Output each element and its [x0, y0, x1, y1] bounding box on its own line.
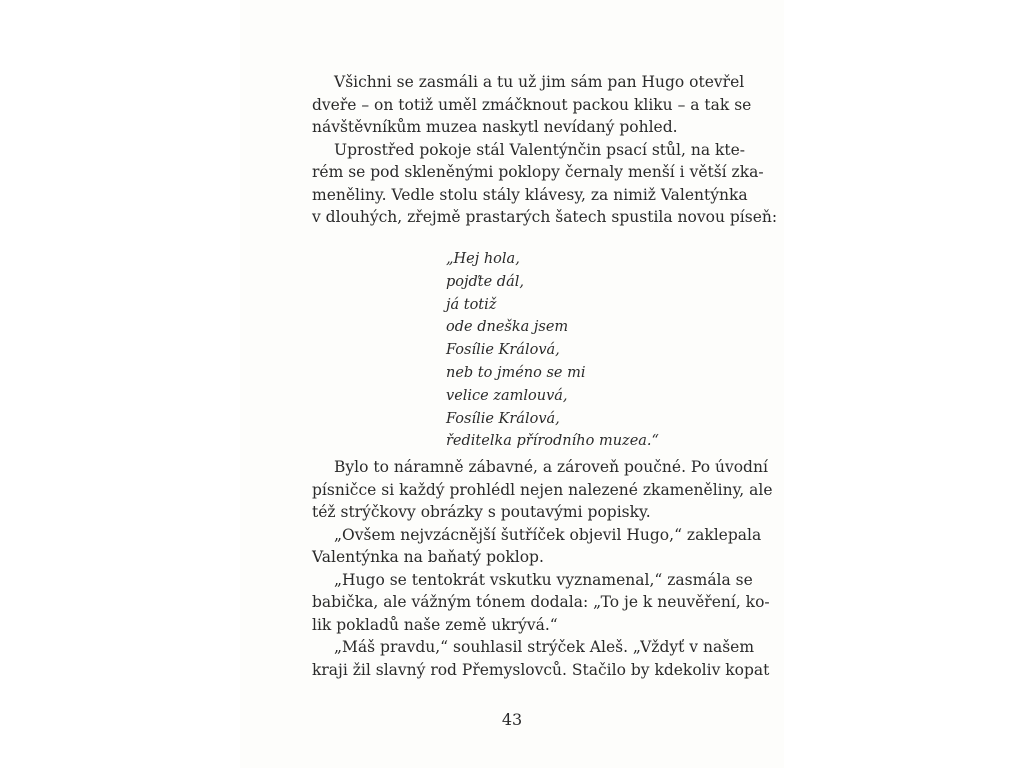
poem-line: Fosílie Králová, — [446, 410, 560, 427]
bottom-paragraph — [312, 456, 773, 524]
poem — [446, 248, 659, 453]
bottom-paragraph — [312, 569, 770, 637]
text-line: „Máš pravdu,“ souhlasil strýček Aleš. „Vždyť v našem — [334, 638, 755, 656]
poem-line: pojďte dál, — [446, 273, 524, 290]
top-text-block — [312, 71, 778, 229]
text-line: kraji žil slavný rod Přemyslovců. Stačilo by kdekoliv kopat — [312, 660, 770, 679]
text-line: „Ovšem nejvzácnější šutříček objevil Hugo,“ zaklepala — [334, 525, 762, 544]
text-line: babička, ale vážným tónem dodala: „To je k neuvěření, ko- — [312, 593, 770, 611]
bottom-paragraph — [312, 524, 762, 569]
poem-line: velice zamlouvá, — [446, 387, 568, 404]
poem-line: Fosílie Králová, — [446, 342, 560, 359]
poem-line: ode dneška jsem — [446, 319, 569, 336]
text-line: „Hugo se tentokrát vskutku vyznamenal,“ zasmála se — [334, 570, 753, 589]
poem-line: ředitelka přírodního muzea.“ — [446, 433, 659, 450]
text-line: dveře – on totiž uměl zmáčknout packou kliku – a tak se — [312, 95, 752, 114]
text-line: Uprostřed pokoje stál Valentýnčin psací stůl, na kte- — [334, 140, 746, 159]
page-number: 43 — [501, 710, 523, 729]
text-line: Valentýnka na baňatý poklop. — [312, 548, 544, 566]
text-line: Všichni se zasmáli a tu už jim sám pan Hugo otevřel — [334, 73, 745, 91]
bottom-paragraph — [312, 636, 770, 681]
text-line: písničce si každý prohlédl nejen nalezené zkameněliny, ale — [312, 480, 773, 499]
text-line: lik pokladů naše země ukrývá.“ — [312, 615, 558, 634]
text-line: rém se pod skleněnými poklopy černaly menší i větší zka- — [312, 163, 764, 181]
top-paragraph — [312, 139, 778, 229]
text-line: návštěvníkům muzea naskytl nevídaný pohled. — [312, 118, 678, 136]
poem-line: „Hej hola, — [446, 251, 520, 267]
poem-line: neb to jméno se mi — [446, 364, 586, 381]
text-line: v dlouhých, zřejmě prastarých šatech spustila novou píseň: — [312, 208, 778, 226]
text-line: meněliny. Vedle stolu stály klávesy, za nimiž Valentýnka — [312, 185, 748, 204]
poem-line: já totiž — [446, 296, 497, 313]
bottom-text-block — [312, 456, 773, 681]
text-line: Bylo to náramně zábavné, a zároveň poučné. Po úvodní — [334, 458, 768, 476]
text-line: též strýčkovy obrázky s poutavými popisky. — [312, 503, 651, 521]
top-paragraph — [312, 71, 752, 139]
